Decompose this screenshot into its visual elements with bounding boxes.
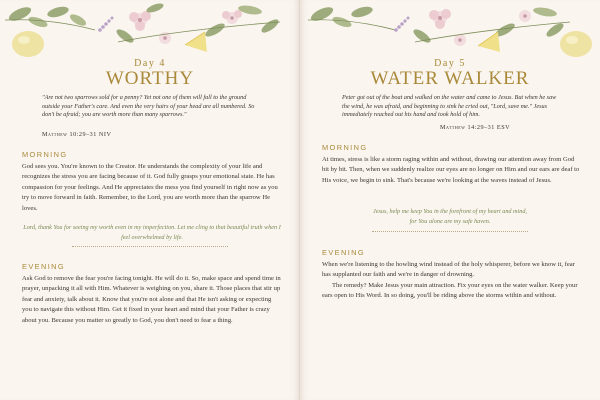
lavender-icon <box>394 17 409 32</box>
morning-text <box>322 155 582 186</box>
page-title: WATER WALKER <box>370 68 530 89</box>
prayer-text: Jesus, help me keep You in the forefront of my heart and mind, for You alone are my safe haven. <box>373 208 527 225</box>
scripture-reference: Matthew 10:29–31 NIV <box>42 131 112 138</box>
evening-heading: EVENING <box>322 248 366 257</box>
evening-text <box>322 260 582 302</box>
morning-paragraph: God sees you. You're known to the Creator. He understands the complexity of your life and recognizes the stress you are facing because of it. God fully grasps your emotional state. He has compassion for your feelings. And He appreciates the mess you find yourself in right now as you try to move forward in faith. Remember, to the Lord, you are worth more than the sparrow He loves. <box>22 163 278 212</box>
evening-paragraph: Ask God to remove the fear you're facing tonight. He will do it. So, make space and spend time in prayer, unpacking it all with Him. Whatever is weighing on you, share it. Those places that stir up fear and anxiety, talk about it. Know that you're not alone and that He isn't asking or expecting you to navigate this without Him. Get it fixed in your heart and mind that your Father is crazy about you. Because you matter so greatly to God, you don't need to fear a thing. <box>22 275 281 324</box>
lavender-icon <box>98 17 113 32</box>
botanical-header-art <box>300 0 600 62</box>
lemon-slice-icon <box>478 32 500 52</box>
evening-text <box>22 274 282 326</box>
prayer-text: Lord, thank You for seeing my worth even in my imperfection. Let me cling to that beautiful truth when I feel overwhelmed by life. <box>23 224 281 241</box>
lemon-icon <box>560 31 592 57</box>
evening-heading: EVENING <box>22 262 66 271</box>
scripture-verse: Peter got out of the boat and walked on the water and came to Jesus. But when he saw the wind, he was afraid, and beginning to sink he cried out, "Lord, save me." Jesus immediately reached out his hand and took hold of him. <box>342 94 557 119</box>
evening-paragraph: The remedy? Make Jesus your main attraction. Fix your eyes on the water walker. Keep your ears open to His Word. In so doing, you'll be riding above the storms within and without. <box>322 281 578 300</box>
day-label: Day 5 <box>434 58 466 69</box>
morning-heading: MORNING <box>322 143 368 152</box>
page-title: WORTHY <box>105 68 195 89</box>
leaf-icon <box>309 4 374 29</box>
morning-text <box>22 162 282 214</box>
day-label: Day 4 <box>134 58 166 69</box>
morning-paragraph: At times, stress is like a storm raging within and without, drawing our attention away from God bit by bit. Then, when we suddenly realize our eyes are no longer on Him and our ears are deaf to His voice, we begin to sink. That's because we're looking at the waves instead of Jesus. <box>322 156 580 184</box>
evening-paragraph: When we're listening to the howling wind instead of the holy whisperer, before we know it, fear has supplanted our faith and we're in danger of drowning. <box>322 261 575 279</box>
section-divider <box>72 246 228 247</box>
botanical-header-art <box>0 0 300 62</box>
morning-heading: MORNING <box>22 150 68 159</box>
scripture-reference: Matthew 14:29–31 ESV <box>440 124 511 131</box>
lemon-icon <box>12 31 44 57</box>
scripture-verse: "Are not two sparrows sold for a penny? Yet not one of them will fall to the ground outside your Father's care. And even the very hairs of your head are all numbered. So don't be afraid; you are worth more than many sparrows." <box>42 94 255 119</box>
lemon-slice-icon <box>185 32 207 52</box>
right-page <box>300 0 600 400</box>
section-divider <box>372 231 528 232</box>
